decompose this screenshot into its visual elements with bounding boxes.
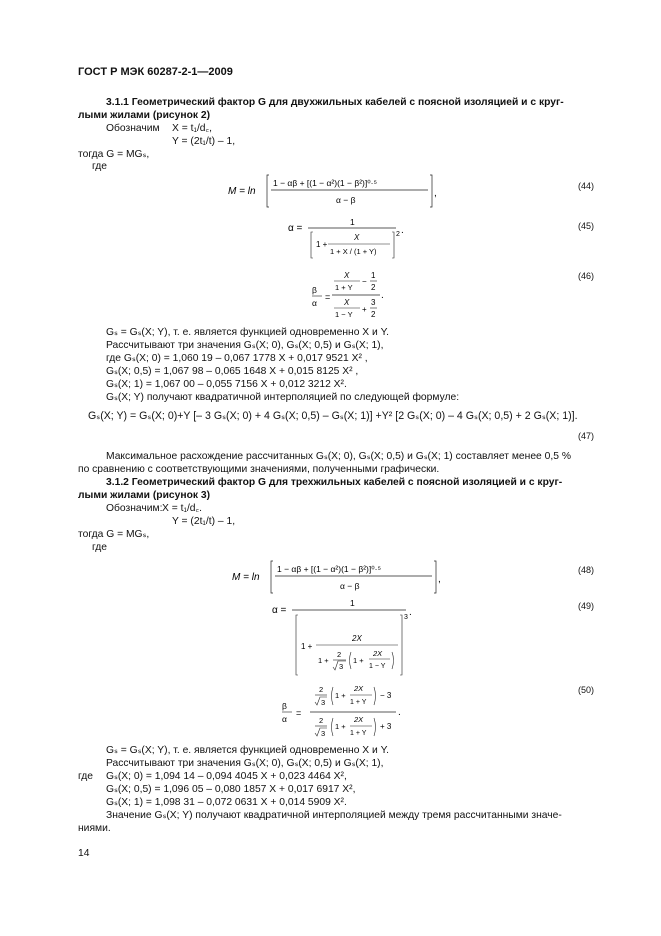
where-label-2: где: [92, 542, 108, 553]
formula-gs-05-b: Gₛ(X; 0,5) = 1,096 05 – 0,080 1857 X + 0,017 6917 X²,: [106, 784, 356, 795]
then-statement: тогда G = MGₛ,: [78, 149, 150, 160]
svg-text:+: +: [362, 305, 367, 314]
definition-label-2: Обозначим:: [106, 503, 163, 514]
svg-text:β: β: [282, 701, 287, 711]
where-label: где: [92, 161, 108, 172]
svg-text:=: =: [325, 292, 331, 302]
eq45-numerator: 1: [350, 217, 355, 227]
svg-text:2X: 2X: [373, 649, 383, 658]
eq49-numerator: 1: [350, 598, 355, 608]
svg-text:β: β: [312, 285, 317, 295]
svg-text:.: .: [409, 607, 412, 618]
eq48-denominator: α − β: [340, 581, 360, 591]
definition-x: X = t₁/d꜀,: [172, 123, 212, 134]
equation-46-number: (46): [578, 271, 595, 281]
svg-text:1 +: 1 +: [318, 656, 329, 665]
eq49-power: 3: [404, 614, 408, 621]
eq50-minus-three: − 3: [380, 691, 392, 700]
equation-48: [232, 558, 452, 598]
svg-text:=: =: [296, 708, 302, 718]
svg-text:.: .: [401, 225, 404, 236]
eq46-half-num1: 1: [371, 271, 376, 280]
equation-45: [288, 213, 428, 265]
formula-gs-05: Gₛ(X; 0,5) = 1,067 98 – 0,065 1648 X + 0,015 8125 X² ,: [106, 366, 359, 377]
svg-text:1 +: 1 +: [353, 656, 364, 665]
paragraph-interpolation-2: Значение Gₛ(X; Y) получают квадратичной интерполяцией между тремя рассчитанными значе-: [106, 810, 562, 821]
document-header: ГОСТ Р МЭК 60287-2-1—2009: [78, 66, 233, 78]
equation-44-number: (44): [578, 181, 595, 191]
equation-47-number: (47): [578, 431, 595, 441]
equation-46: [312, 268, 432, 326]
eq45-inner-numerator: X: [354, 233, 360, 242]
section-312-heading-line1: 3.1.2 Геометрический фактор G для трехжильных кабелей с поясной изоляцией и с круг-: [106, 477, 563, 488]
eq49-lhs: α =: [272, 605, 287, 616]
formula-gs-0: где Gₛ(X; 0) = 1,060 19 – 0,067 1778 X + 0,017 9521 X² ,: [106, 353, 368, 364]
svg-text:2X: 2X: [354, 715, 364, 724]
eq45-power: 2: [396, 231, 400, 238]
svg-text:,: ,: [434, 188, 437, 199]
where-label-3: где: [78, 771, 94, 782]
svg-text:3: 3: [321, 729, 326, 738]
svg-text:2: 2: [319, 685, 324, 694]
svg-text:1 +: 1 +: [335, 722, 346, 731]
eq44-denominator: α − β: [336, 195, 356, 205]
formula-gs-1: Gₛ(X; 1) = 1,067 00 – 0,055 7156 X + 0,012 3212 X².: [106, 379, 347, 390]
eq46-denominator2: 1 − Y: [335, 310, 353, 319]
svg-text:,: ,: [438, 574, 441, 585]
eq46-half-num2: 3: [371, 298, 376, 307]
eq44-lhs: M = ln: [228, 186, 256, 197]
equation-48-number: (48): [578, 565, 595, 575]
eq49-sqrt3: 3: [339, 662, 344, 671]
eq49-two: 2: [337, 650, 342, 659]
definition-y: Y = (2t₁/t) – 1,: [172, 136, 236, 147]
eq46-denominator1: 1 + Y: [335, 283, 353, 292]
eq46-half-den2: 2: [371, 310, 376, 319]
svg-text:.: .: [398, 707, 401, 718]
formula-gs-0-b: Gₛ(X; 0) = 1,094 14 – 0,094 4045 X + 0,023 4464 X²,: [106, 771, 347, 782]
paragraph-max-deviation-cont: по сравнению с соответствующими значениями, полученными графически.: [78, 464, 440, 475]
page-number: 14: [78, 848, 90, 859]
eq49-one-plus: 1 +: [301, 642, 313, 651]
paragraph-calc-three: Рассчитывают три значения Gₛ(X; 0), Gₛ(X; 0,5) и Gₛ(X; 1),: [106, 340, 384, 351]
svg-text:2X: 2X: [354, 684, 364, 693]
equation-49-number: (49): [578, 601, 595, 611]
equation-44: [228, 172, 448, 212]
eq46-x2: X: [344, 298, 350, 307]
definition-label: Обозначим: [106, 123, 160, 134]
svg-text:−: −: [362, 277, 367, 286]
eq48-lhs: M = ln: [232, 572, 260, 583]
eq44-numerator: 1 − αβ + [(1 − α²)(1 − β²)]⁰·⁵: [273, 178, 378, 188]
section-311-heading-line1: 3.1.1 Геометрический фактор G для двухжильных кабелей с поясной изоляцией и с круг-: [106, 97, 564, 108]
paragraph-calc-three-2: Рассчитывают три значения Gₛ(X; 0), Gₛ(X; 0,5) и Gₛ(X; 1),: [106, 758, 384, 769]
eq46-half-den1: 2: [371, 283, 376, 292]
section-311-heading-line2: лыми жилами (рисунок 2): [78, 110, 211, 121]
definition-x-2: X = t₁/d꜀.: [162, 503, 202, 514]
svg-text:α: α: [282, 714, 287, 724]
paragraph-gs-function-2: Gₛ = Gₛ(X; Y), т. е. является функцией одновременно X и Y.: [106, 745, 390, 756]
eq50-one-plus-y: 1 + Y: [350, 699, 367, 706]
equation-45-number: (45): [578, 221, 595, 231]
equation-50-number: (50): [578, 685, 595, 695]
section-312-heading-line2: лыми жилами (рисунок 3): [78, 490, 211, 501]
svg-text:2: 2: [319, 716, 324, 725]
eq50-plus-three: + 3: [380, 722, 392, 731]
eq49-2x: 2X: [352, 634, 362, 643]
equation-50: [282, 682, 412, 744]
then-statement-2: тогда G = MGₛ,: [78, 529, 150, 540]
eq45-inner-denominator: 1 + X / (1 + Y): [330, 247, 377, 256]
formula-gs-1-b: Gₛ(X; 1) = 1,098 31 – 0,072 0631 X + 0,014 5909 X².: [106, 797, 347, 808]
definition-y-2: Y = (2t₁/t) – 1,: [172, 516, 236, 527]
eq46-x1: X: [344, 271, 350, 280]
svg-text:3: 3: [321, 698, 326, 707]
eq49-one-minus-y: 1 − Y: [369, 663, 386, 670]
paragraph-interpolation-2-cont: ниями.: [78, 823, 111, 834]
svg-text:1 +: 1 +: [335, 691, 346, 700]
paragraph-max-deviation: Максимальное расхождение рассчитанных Gₛ(X; 0), Gₛ(X; 0,5) и Gₛ(X; 1) составляет менее 0,5 %: [106, 451, 571, 462]
svg-text:1 + Y: 1 + Y: [350, 730, 367, 737]
equation-47: Gₛ(X; Y) = Gₛ(X; 0)+Y [– 3 Gₛ(X; 0) + 4 Gₛ(X; 0,5) – Gₛ(X; 1)] +Y² [2 Gₛ(X; 0) – 4 Gₛ(X; 0,5) + 2 Gₛ(X; 1)].: [88, 410, 578, 422]
paragraph-interpolation: Gₛ(X; Y) получают квадратичной интерполяцией по следующей формуле:: [106, 392, 460, 403]
equation-49: [272, 597, 432, 681]
paragraph-gs-function: Gₛ = Gₛ(X; Y), т. е. является функцией одновременно X и Y.: [106, 327, 390, 338]
eq45-lhs: α =: [288, 223, 303, 234]
svg-text:.: .: [381, 290, 384, 301]
eq48-numerator: 1 − αβ + [(1 − α²)(1 − β²)]⁰·⁵: [277, 564, 382, 574]
svg-text:α: α: [312, 298, 317, 308]
eq45-one: 1 +: [316, 240, 328, 249]
